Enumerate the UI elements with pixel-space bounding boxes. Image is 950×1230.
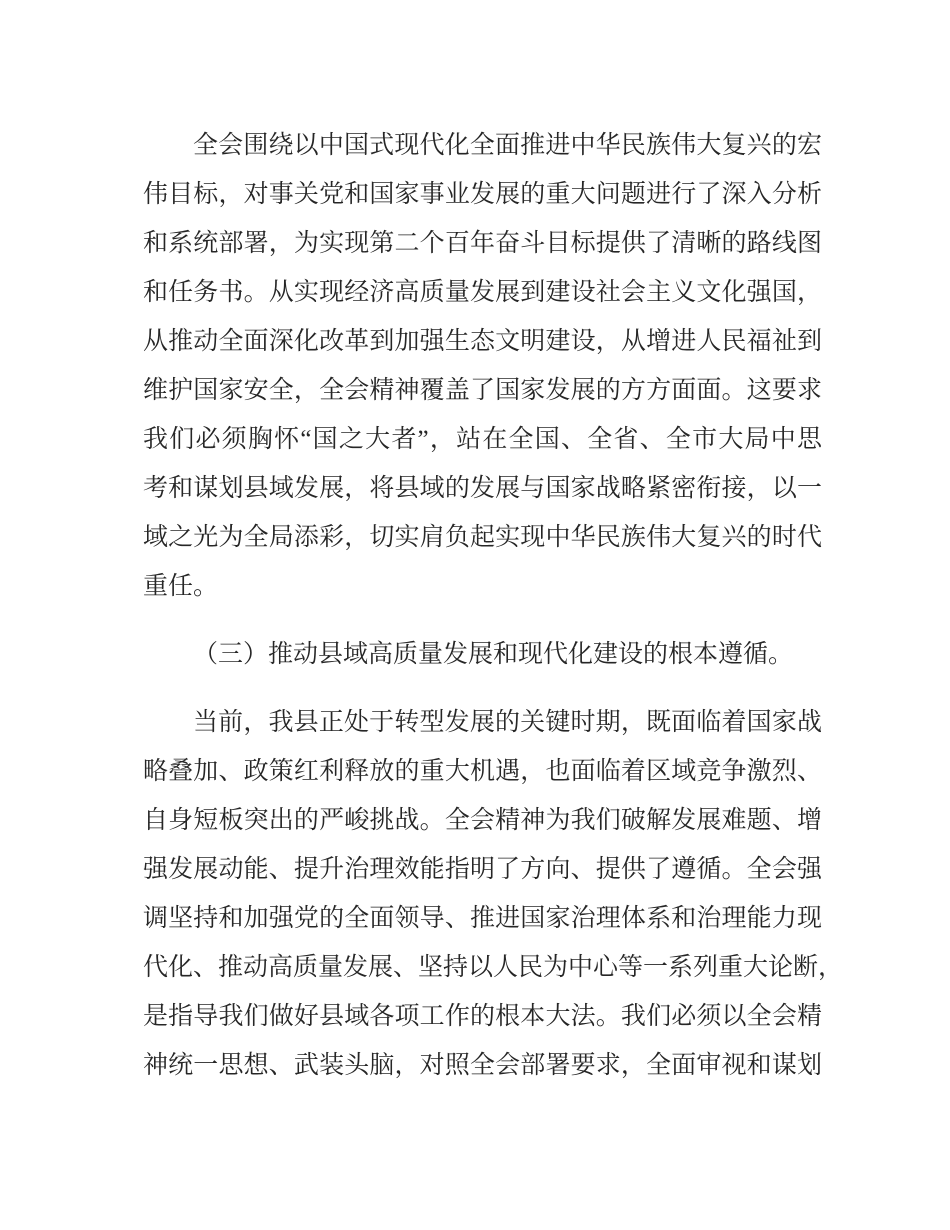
text-line: 伟目标，对事关党和国家事业发展的重大问题进行了深入分析 — [143, 181, 822, 208]
text-line: 神统一思想、武装头脑，对照全会部署要求，全面审视和谋划 — [143, 1052, 822, 1079]
text-line: 域之光为全局添彩，切实肩负起实现中华民族伟大复兴的时代 — [143, 524, 822, 551]
text-line: 自身短板突出的严峻挑战。全会精神为我们破解发展难题、增 — [143, 807, 822, 834]
text-line: 全会围绕以中国式现代化全面推进中华民族伟大复兴的宏 — [193, 132, 822, 159]
text-line: 调坚持和加强党的全面领导、推进国家治理体系和治理能力现 — [143, 905, 822, 932]
text-line: 代化、推动高质量发展、坚持以人民为中心等一系列重大论断， — [143, 954, 844, 981]
text-line: 维护国家安全，全会精神覆盖了国家发展的方方面面。这要求 — [143, 377, 822, 404]
text-line: 考和谋划县域发展，将县域的发展与国家战略紧密衔接，以一 — [143, 475, 822, 502]
text-line: 当前，我县正处于转型发展的关键时期，既面临着国家战 — [193, 709, 822, 736]
paragraph-plenary-overview — [143, 121, 822, 611]
text-line: （三）推动县域高质量发展和现代化建设的根本遵循。 — [193, 641, 794, 668]
paragraph-current-situation — [143, 698, 844, 1090]
text-line: 和系统部署，为实现第二个百年奋斗目标提供了清晰的路线图 — [143, 230, 822, 257]
text-line: 重任。 — [143, 573, 219, 600]
section-heading-three — [143, 630, 822, 679]
text-line: 从推动全面深化改革到加强生态文明建设，从增进人民福祉到 — [143, 328, 822, 355]
text-line: 略叠加、政策红利释放的重大机遇，也面临着区域竞争激烈、 — [143, 758, 822, 785]
text-line: 是指导我们做好县域各项工作的根本大法。我们必须以全会精 — [143, 1003, 822, 1030]
text-line: 强发展动能、提升治理效能指明了方向、提供了遵循。全会强 — [143, 856, 822, 883]
text-line: 和任务书。从实现经济高质量发展到建设社会主义文化强国， — [143, 279, 822, 306]
text-line: 我们必须胸怀“国之大者”，站在全国、全省、全市大局中思 — [143, 426, 822, 453]
